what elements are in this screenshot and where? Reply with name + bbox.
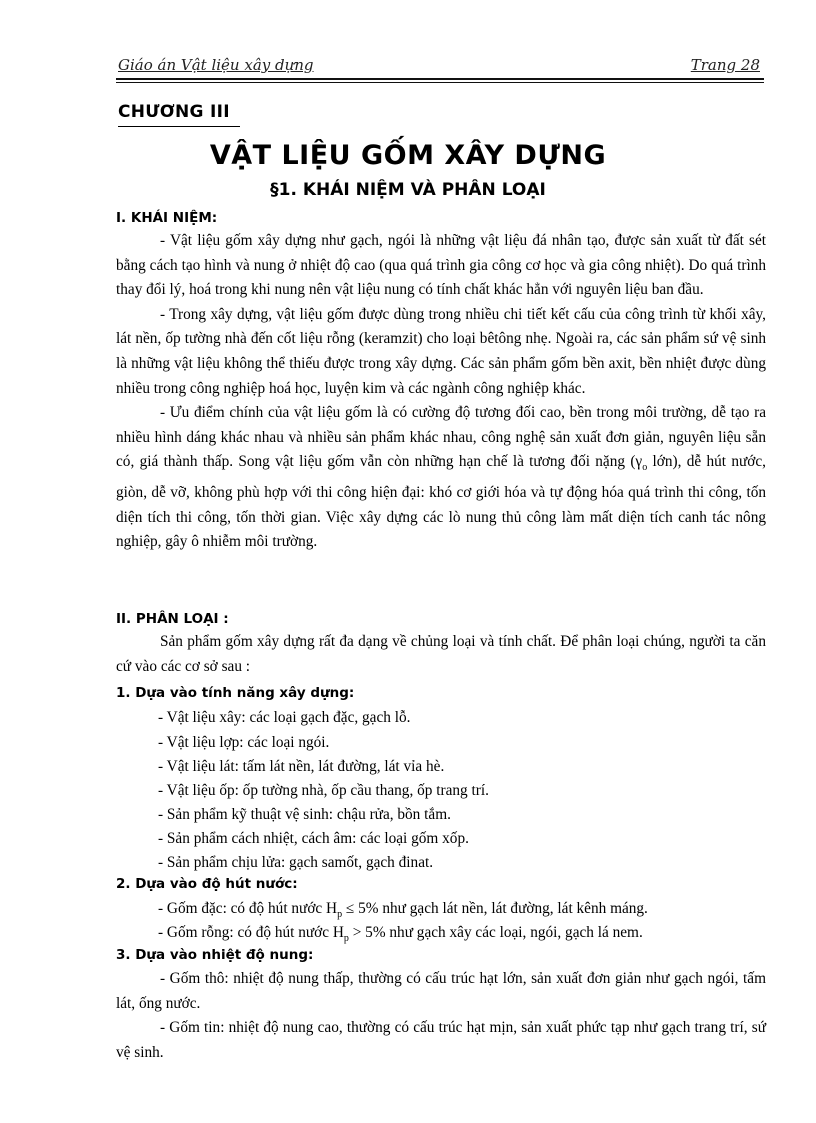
list-item: [158, 922, 643, 950]
header-rule-thin: [116, 82, 764, 83]
section2-intro: [116, 630, 766, 679]
heading-do-hut-nuoc: 2. Dựa vào độ hút nước:: [116, 876, 298, 892]
heading-khai-niem: I. KHÁI NIỆM:: [116, 210, 218, 226]
subscript: p: [343, 933, 349, 945]
list-item: - Vật liệu lát: tấm lát nền, lát đường, lát vỉa hè.: [158, 758, 445, 775]
paragraph: - Gốm thô: nhiệt độ nung thấp, thường có cấu trúc hạt lớn, sản xuất đơn giản như gạch ngói, tấm lát, ống nước.: [116, 970, 766, 1012]
list-item: - Vật liệu ốp: ốp tường nhà, ốp cầu thang, ốp trang trí.: [158, 782, 489, 799]
section2-sub3-body: [116, 967, 766, 1065]
paragraph: - Gốm tin: nhiệt độ nung cao, thường có cấu trúc hạt mịn, sản xuất phức tạp như gạch trang trí, sứ vệ sinh.: [116, 1019, 766, 1061]
paragraph-part: lớn), dễ hút nước, giòn, dễ vỡ, không phù hợp với thi công hiện đại: khó cơ giới hóa và tự động hóa quá trình thi công, tốn diện tích thi công, tốn thời gian. Việc xây dựng các lò nung thủ công làm mất diện tích canh tác nông nghiệp, gây ô nhiễm môi trường.: [116, 453, 766, 551]
heading-phan-loai: II. PHÂN LOẠI :: [116, 611, 229, 627]
item-part: ≤ 5% như gạch lát nền, lát đường, lát kênh máng.: [342, 900, 648, 917]
section1-body: [116, 229, 766, 555]
paragraph: [116, 401, 766, 555]
list-item: - Sản phẩm cách nhiệt, cách âm: các loại gốm xốp.: [158, 830, 469, 847]
chapter-label: CHƯƠNG III: [118, 102, 230, 122]
list-item: - Sản phẩm kỹ thuật vệ sinh: chậu rửa, bồn tắm.: [158, 806, 451, 823]
heading-tinh-nang: 1. Dựa vào tính năng xây dựng:: [116, 685, 355, 701]
heading-nhiet-do-nung: 3. Dựa vào nhiệt độ nung:: [116, 947, 314, 963]
chapter-underline: [118, 126, 240, 127]
page-title: VẬT LIỆU GỐM XÂY DỰNG: [209, 140, 607, 171]
list-item: - Sản phẩm chịu lửa: gạch samốt, gạch đinat.: [158, 854, 434, 871]
list-item: - Vật liệu lợp: các loại ngói.: [158, 734, 330, 751]
subscript: o: [642, 462, 648, 474]
section-title: §1. KHÁI NIỆM VÀ PHÂN LOẠI: [270, 180, 546, 200]
item-part: - Gốm rỗng: có độ hút nước H: [158, 924, 344, 941]
paragraph-part: - Ưu điểm chính của vật liệu gốm là có cường độ tương đối cao, bền trong môi trường, dễ tạo ra nhiều hình dáng khác nhau và nhiều sản phẩm khác nhau, công nghệ sản xuất đơn giản, nguyên liệu sẵn có, giá thành thấp. Song vật liệu gốm vẫn còn những hạn chế là tương đối nặng (γ: [116, 404, 766, 471]
header-rule: [116, 78, 764, 80]
paragraph: - Vật liệu gốm xây dựng như gạch, ngói là những vật liệu đá nhân tạo, được sản xuất từ đất sét bằng cách tạo hình và nung ở nhiệt độ cao (qua quá trình gia công cơ học và gia công nhiệt). Do quá trình thay đổi lý, hoá trong khi nung nên vật liệu nung có tính chất khác hẳn với nguyên liệu ban đầu.: [116, 232, 766, 299]
paragraph: Sản phẩm gốm xây dựng rất đa dạng về chủng loại và tính chất. Để phân loại chúng, người ta căn cứ vào các cơ sở sau :: [116, 633, 766, 675]
header-page-number: Trang 28: [690, 56, 760, 74]
page-header: [116, 56, 764, 78]
item-part: > 5% như gạch xây các loại, ngói, gạch lá nem.: [348, 924, 643, 941]
header-course-title: Giáo án Vật liệu xây dựng: [118, 56, 314, 74]
item-part: - Gốm đặc: có độ hút nước H: [158, 900, 338, 917]
list-item: - Vật liệu xây: các loại gạch đặc, gạch lỗ.: [158, 709, 411, 726]
paragraph: - Trong xây dựng, vật liệu gốm được dùng trong nhiều chi tiết kết cấu của công trình từ khối xây, lát nền, ốp tường nhà đến cốt liệu rỗng (keramzit) cho loại bêtông nhẹ. Ngoài ra, các sản phẩm sứ vệ sinh là những vật liệu không thể thiếu được trong xây dựng. Các sản phẩm gốm bền axit, bền nhiệt được dùng nhiều trong công nghiệp hoá học, luyện kim và các ngành công nghiệp khác.: [116, 305, 766, 397]
subscript: p: [337, 909, 343, 921]
